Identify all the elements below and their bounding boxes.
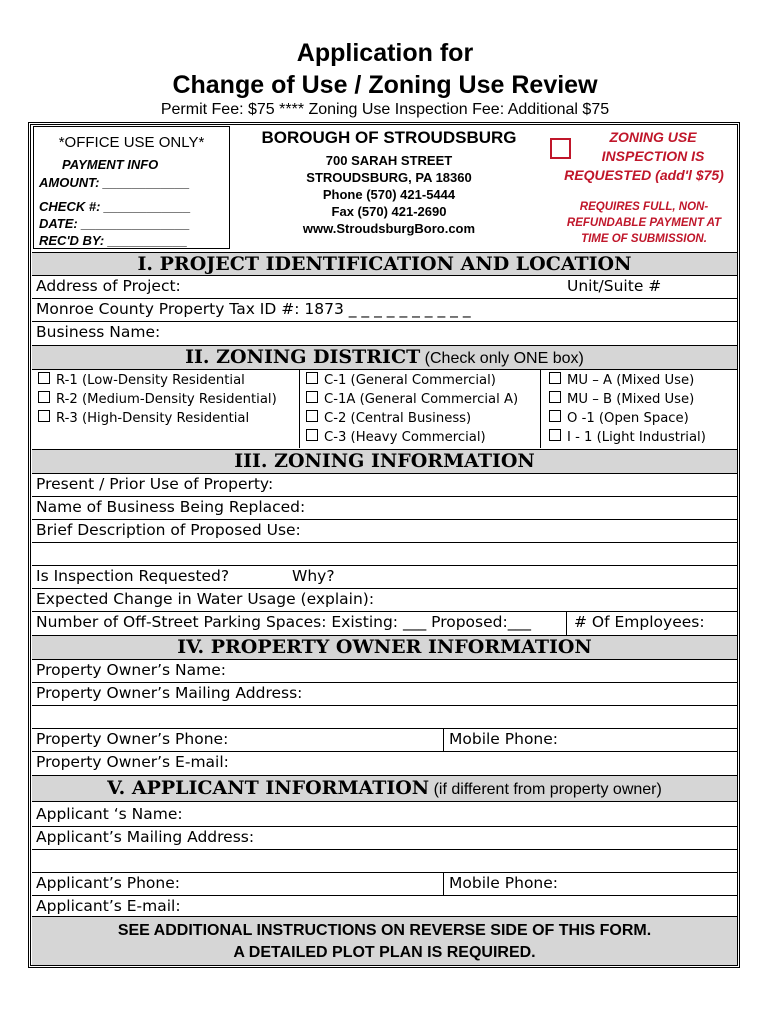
zoning-option-o1[interactable]: O -1 (Open Space) [549,410,689,426]
owner-mobile-label: Mobile Phone: [449,730,559,748]
employees-divider [566,612,567,635]
owner-phone-divider [443,729,444,752]
why-label: Why? [292,567,335,585]
borough-fax: Fax (570) 421-2690 [331,204,447,219]
checkbox-icon[interactable] [306,429,318,441]
owner-email-label: Property Owner’s E-mail: [36,753,229,771]
checkbox-icon[interactable] [306,372,318,384]
owner-mailing-continued-row[interactable] [32,706,737,729]
applicant-email-row[interactable] [32,896,737,917]
checkbox-icon[interactable] [38,372,50,384]
borough-info [244,126,534,237]
inspection-note3: TIME OF SUBMISSION. [581,233,707,245]
parking-label: Number of Off-Street Parking Spaces: Existing: ___ Proposed:___ [36,613,531,631]
zoning-option-c2[interactable]: C-2 (Central Business) [306,410,471,426]
section-5-header [32,775,737,802]
payment-info-label: PAYMENT INFO [62,157,159,172]
fee-line: Permit Fee: $75 **** Zoning Use Inspection Fee: Additional $75 [160,101,610,118]
water-usage-label: Expected Change in Water Usage (explain): [36,590,375,608]
section-4-header [32,635,737,660]
owner-name-row[interactable] [32,660,737,683]
footer-instructions [32,917,737,965]
checkbox-icon[interactable] [549,410,561,422]
owner-mailing-row[interactable] [32,683,737,706]
present-use-row[interactable] [32,474,737,497]
applicant-phone-row[interactable] [32,873,737,896]
zoning-option-c1[interactable]: C-1 (General Commercial) [306,372,496,388]
checkbox-icon[interactable] [549,391,561,403]
section-1-title: I. PROJECT IDENTIFICATION AND LOCATION [137,253,632,275]
zoning-divider-1 [299,370,300,448]
unit-suite-label: Unit/Suite # [567,277,662,295]
inspection-line1: ZONING USE [609,129,697,145]
owner-name-label: Property Owner’s Name: [36,661,227,679]
zoning-option-c3[interactable]: C-3 (Heavy Commercial) [306,429,486,445]
section-2-header [32,345,737,370]
office-use-box [33,126,230,249]
checkbox-icon[interactable] [549,429,561,441]
zoning-option-c1a[interactable]: C-1A (General Commercial A) [306,391,518,407]
section-5-subtitle: (if different from property owner) [429,781,662,798]
checkbox-icon[interactable] [306,410,318,422]
inspection-line3: REQUESTED (add'l $75) [564,167,724,183]
section-3-header [32,449,737,474]
zoning-option-mu-a[interactable]: MU – A (Mixed Use) [549,372,694,388]
borough-street: 700 SARAH STREET [325,153,453,168]
section-2-subtitle: (Check only ONE box) [420,350,584,367]
address-label: Address of Project: [36,277,181,295]
address-row[interactable] [32,276,737,299]
parking-row[interactable] [32,612,737,635]
check-field[interactable]: CHECK #: ____________ [39,199,191,214]
business-replaced-label: Name of Business Being Replaced: [36,498,306,516]
applicant-phone-divider [443,873,444,896]
applicant-mailing-label: Applicant’s Mailing Address: [36,828,255,846]
footer-line1: SEE ADDITIONAL INSTRUCTIONS ON REVERSE SIDE OF THIS FORM. [117,922,652,939]
inspection-requested-row[interactable] [32,566,737,589]
zoning-divider-2 [540,370,541,448]
section-2-title: II. ZONING DISTRICT [185,346,421,368]
business-replaced-row[interactable] [32,497,737,520]
inspection-line2: INSPECTION IS [601,148,705,164]
inspection-request-checkbox[interactable] [550,138,571,159]
owner-email-row[interactable] [32,752,737,775]
recd-by-field[interactable]: REC'D BY: ___________ [39,233,188,248]
applicant-name-label: Applicant ‘s Name: [36,805,183,823]
zoning-option-r1[interactable]: R-1 (Low-Density Residential [38,372,245,388]
zoning-option-r3[interactable]: R-3 (High-Density Residential [38,410,249,426]
section-5-title: V. APPLICANT INFORMATION [107,777,430,799]
form-title-line1: Application for [296,39,474,67]
applicant-mobile-label: Mobile Phone: [449,874,559,892]
borough-website[interactable]: www.StroudsburgBoro.com [302,221,476,236]
zoning-option-i1[interactable]: I - 1 (Light Industrial) [549,429,706,445]
footer-line2: A DETAILED PLOT PLAN IS REQUIRED. [233,944,536,961]
office-use-heading: *OFFICE USE ONLY* [58,134,205,151]
zoning-option-r2[interactable]: R-2 (Medium-Density Residential) [38,391,277,407]
owner-mailing-label: Property Owner’s Mailing Address: [36,684,303,702]
description-label: Brief Description of Proposed Use: [36,521,301,539]
employees-label: # Of Employees: [574,613,705,631]
applicant-mailing-row[interactable] [32,827,737,850]
water-usage-row[interactable] [32,589,737,612]
form-title-line2: Change of Use / Zoning Use Review [172,71,598,99]
date-field[interactable]: DATE: _______________ [39,216,190,231]
zoning-option-mu-b[interactable]: MU – B (Mixed Use) [549,391,694,407]
checkbox-icon[interactable] [38,391,50,403]
amount-field[interactable]: AMOUNT: ____________ [39,175,190,190]
checkbox-icon[interactable] [38,410,50,422]
section-3-title: III. ZONING INFORMATION [234,450,535,472]
checkbox-icon[interactable] [306,391,318,403]
section-4-title: IV. PROPERTY OWNER INFORMATION [177,636,592,658]
owner-phone-label: Property Owner’s Phone: [36,730,229,748]
applicant-mailing-continued-row[interactable] [32,850,737,873]
inspection-requested-label: Is Inspection Requested? [36,567,230,585]
description-row[interactable] [32,520,737,543]
business-name-row[interactable] [32,322,737,345]
checkbox-icon[interactable] [549,372,561,384]
borough-name: BOROUGH OF STROUDSBURG [261,128,517,147]
description-continued-row[interactable] [32,543,737,566]
tax-id-label: Monroe County Property Tax ID #: 1873 _ _ _ _ _ _ _ _ _ _ [36,300,471,318]
applicant-phone-label: Applicant’s Phone: [36,874,180,892]
owner-phone-row[interactable] [32,729,737,752]
borough-phone: Phone (570) 421-5444 [322,187,456,202]
inspection-note1: REQUIRES FULL, NON- [579,201,709,213]
borough-city: STROUDSBURG, PA 18360 [306,170,472,185]
present-use-label: Present / Prior Use of Property: [36,475,274,493]
section-1-header [32,252,737,276]
applicant-email-label: Applicant’s E-mail: [36,897,181,915]
applicant-name-row[interactable] [32,804,737,827]
tax-id-row[interactable] [32,299,737,322]
inspection-note2: REFUNDABLE PAYMENT AT [566,217,722,229]
business-name-label: Business Name: [36,323,161,341]
